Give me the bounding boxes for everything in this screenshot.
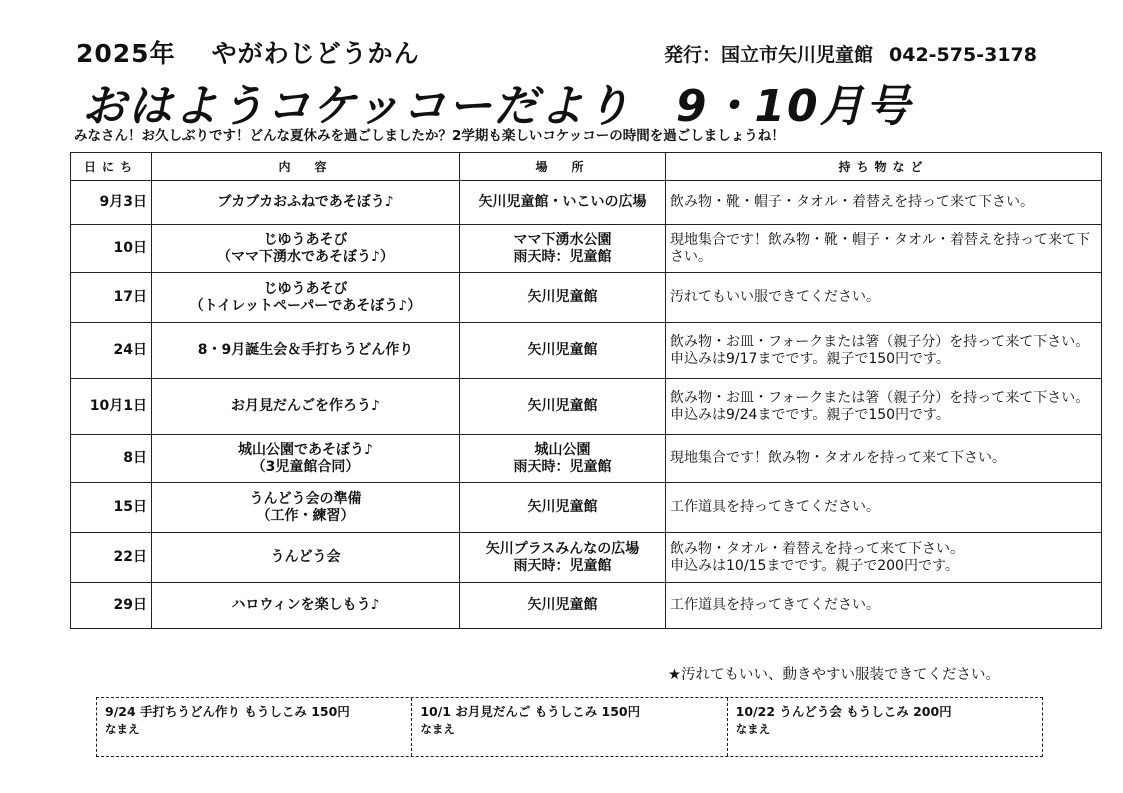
row-content-line: じゆうあそび [263, 231, 348, 248]
row-content [152, 181, 460, 225]
greeting-text: みなさん！お久しぶりです！どんな夏休みを過ごしましたか？2学期も楽しいコケッコーの時間を過ごしましょうね！ [74, 128, 785, 144]
row-items [666, 323, 1102, 379]
row-place [460, 225, 666, 273]
row-place-line: 矢川児童館 [527, 398, 598, 414]
schedule-row [71, 273, 1102, 323]
row-date: 17日 [71, 273, 152, 323]
row-content-line: ブカブカおふねであそぼう♪ [217, 194, 394, 210]
form-title: 9/24 手打ちうどん作り もうしこみ 150円 [105, 704, 350, 719]
row-place [460, 533, 666, 583]
row-place-line: 矢川児童館 [527, 597, 598, 613]
row-place-line: 雨天時：児童館 [513, 458, 612, 475]
row-content [152, 379, 460, 435]
row-place-line: 矢川児童館 [527, 342, 598, 358]
schedule-header-row [71, 153, 1102, 181]
row-place [460, 323, 666, 379]
row-place-line: 矢川プラスみんなの広場 [485, 540, 640, 557]
form-name-label: なまえ [420, 722, 455, 736]
row-place [460, 583, 666, 629]
form-name-label: なまえ [735, 722, 771, 736]
schedule-row [71, 323, 1102, 379]
row-items-line: 工作道具を持ってきてください。 [670, 499, 880, 515]
row-date: 22日 [71, 533, 152, 583]
header-place: 場 所 [460, 153, 666, 181]
row-date: 10日 [71, 225, 152, 273]
application-forms [96, 697, 1043, 757]
row-place-line: ママ下湧水公園 [513, 231, 612, 248]
row-items [666, 583, 1102, 629]
application-form[interactable] [97, 698, 411, 756]
header-year: 2025年 [76, 39, 176, 68]
row-place-line: 城山公園 [534, 441, 591, 458]
row-content-line: 8・9月誕生会＆手打ちうどん作り [197, 342, 414, 358]
header-items: 持ち物など [666, 153, 1102, 181]
row-place-line: 雨天時：児童館 [513, 557, 612, 574]
form-title: 10/22 うんどう会 もうしこみ 200円 [735, 704, 952, 719]
row-content-line: じゆうあそび [263, 280, 348, 297]
schedule-row [71, 379, 1102, 435]
row-items [666, 181, 1102, 225]
schedule-row [71, 225, 1102, 273]
row-content [152, 483, 460, 533]
row-content [152, 323, 460, 379]
row-date: 29日 [71, 583, 152, 629]
row-items-line: 汚れてもいい服できてください。 [670, 289, 880, 305]
row-items [666, 533, 1102, 583]
schedule-row [71, 435, 1102, 483]
title-text: おはようコケッコーだより [82, 81, 632, 132]
header-content: 内 容 [152, 153, 460, 181]
row-content-line: 城山公園であそぼう♪ [238, 441, 373, 458]
row-items [666, 435, 1102, 483]
row-items-line: 飲み物・タオル・着替えを持って来て下さい。 [670, 540, 964, 557]
row-items-line: 飲み物・お皿・フォークまたは箸（親子分）を持って来て下さい。申込みは9/17までです。親子で150円です。 [670, 333, 1090, 367]
header-date: 日にち [71, 153, 152, 181]
schedule-table [70, 152, 1102, 629]
row-items-line: 現地集合です！飲み物・靴・帽子・タオル・着替えを持って来て下さい。 [670, 231, 1090, 265]
schedule-row [71, 181, 1102, 225]
header-org: やがわじどうかん [211, 39, 420, 68]
row-items [666, 379, 1102, 435]
header-year-org [76, 34, 420, 70]
row-date: 9月3日 [71, 181, 152, 225]
schedule-row [71, 483, 1102, 533]
row-place-line: 矢川児童館・いこいの広場 [478, 194, 647, 210]
row-content [152, 225, 460, 273]
row-content-line: （工作・練習） [256, 507, 355, 524]
row-items-line: 申込みは10/15までです。親子で200円です。 [670, 557, 959, 574]
row-content [152, 533, 460, 583]
row-items [666, 483, 1102, 533]
row-content [152, 273, 460, 323]
row-content-line: ハロウィンを楽しもう♪ [231, 597, 380, 613]
publisher-phone: 042-575-3178 [889, 44, 1037, 66]
schedule-row [71, 583, 1102, 629]
row-place [460, 273, 666, 323]
row-content [152, 435, 460, 483]
schedule-row [71, 533, 1102, 583]
row-place [460, 379, 666, 435]
row-content-line: うんどう会の準備 [249, 490, 362, 507]
row-content-line: お月見だんごを作ろう♪ [231, 398, 380, 414]
publisher-info [664, 40, 1037, 67]
row-date: 10月1日 [71, 379, 152, 435]
row-items-line: 飲み物・お皿・フォークまたは箸（親子分）を持って来て下さい。申込みは9/24までです。親子で150円です。 [670, 389, 1090, 423]
row-place [460, 435, 666, 483]
row-items [666, 273, 1102, 323]
application-form[interactable] [727, 698, 1042, 756]
row-place-line: 雨天時：児童館 [513, 248, 612, 265]
form-name-label: なまえ [105, 722, 140, 736]
issue-label: 9・10月号 [675, 81, 912, 132]
row-items-line: 飲み物・靴・帽子・タオル・着替えを持って来て下さい。 [670, 194, 1034, 210]
row-place-line: 矢川児童館 [527, 499, 598, 515]
row-content-line: うんどう会 [270, 549, 341, 565]
row-date: 24日 [71, 323, 152, 379]
application-form[interactable] [411, 698, 726, 756]
row-date: 15日 [71, 483, 152, 533]
schedule-body [71, 181, 1102, 629]
row-content-line: （ママ下湧水であそぼう♪） [217, 248, 394, 265]
row-place-line: 矢川児童館 [527, 289, 598, 305]
row-content-line: （3児童館合同） [251, 458, 360, 475]
row-items [666, 225, 1102, 273]
row-place [460, 483, 666, 533]
row-place [460, 181, 666, 225]
clothing-note: ★汚れてもいい、動きやすい服装できてください。 [668, 667, 1000, 683]
row-content-line: （トイレットペーパーであそぼう♪） [189, 297, 422, 314]
row-items-line: 現地集合です！飲み物・タオルを持って来て下さい。 [670, 450, 1006, 466]
form-title: 10/1 お月見だんご もうしこみ 150円 [420, 704, 641, 719]
publisher-label: 発行：国立市矢川児童館 [664, 44, 874, 66]
row-date: 8日 [71, 435, 152, 483]
row-items-line: 工作道具を持ってきてください。 [670, 597, 880, 613]
row-content [152, 583, 460, 629]
